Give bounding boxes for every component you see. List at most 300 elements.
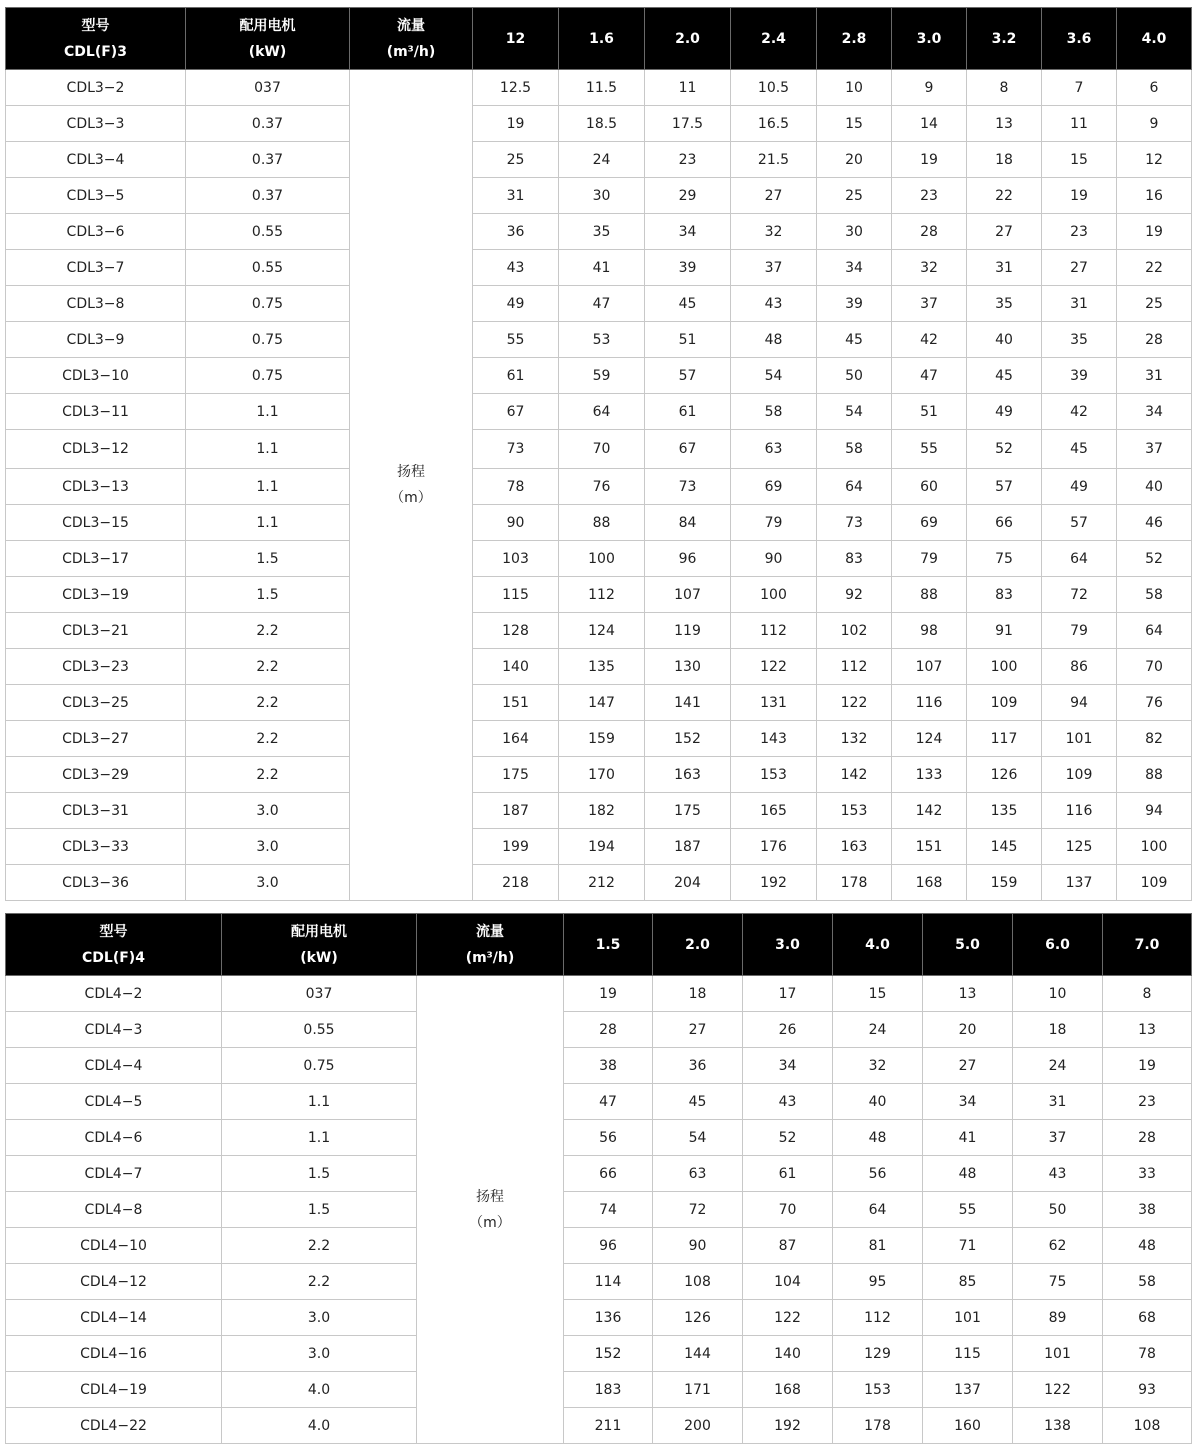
- head-value-cell: 163: [817, 829, 892, 865]
- head-value-cell: 19: [1103, 1048, 1192, 1084]
- flow-value-header: 12: [473, 8, 559, 70]
- head-value-cell: 135: [559, 649, 645, 685]
- model-header: 型号 CDL(F)3: [6, 8, 186, 70]
- head-value-cell: 23: [1103, 1084, 1192, 1120]
- head-value-cell: 61: [473, 358, 559, 394]
- motor-power-cell: 037: [186, 70, 350, 106]
- model-cell: CDL3−4: [6, 142, 186, 178]
- table-row: [6, 721, 1192, 757]
- head-value-cell: 27: [653, 1012, 743, 1048]
- head-value-cell: 10.5: [731, 70, 817, 106]
- head-value-cell: 50: [817, 358, 892, 394]
- table-row: [6, 430, 1192, 469]
- head-value-cell: 135: [967, 793, 1042, 829]
- flow-value-header: 7.0: [1103, 914, 1192, 976]
- table-row: [6, 685, 1192, 721]
- head-value-cell: 24: [559, 142, 645, 178]
- head-value-cell: 38: [1103, 1192, 1192, 1228]
- head-value-cell: 199: [473, 829, 559, 865]
- head-value-cell: 31: [473, 178, 559, 214]
- motor-power-header: 配用电机 (kW): [186, 8, 350, 70]
- motor-power-cell: 3.0: [222, 1336, 417, 1372]
- table-row: [6, 142, 1192, 178]
- head-label-cell: [417, 976, 564, 1444]
- motor-power-cell: 3.0: [186, 793, 350, 829]
- head-value-cell: 125: [1042, 829, 1117, 865]
- head-value-cell: 13: [923, 976, 1013, 1012]
- head-value-cell: 107: [892, 649, 967, 685]
- head-value-cell: 16: [1117, 178, 1192, 214]
- head-value-cell: 10: [817, 70, 892, 106]
- table-row: [6, 1120, 1192, 1156]
- head-value-cell: 8: [967, 70, 1042, 106]
- head-value-cell: 178: [833, 1408, 923, 1444]
- motor-power-cell: 1.1: [186, 505, 350, 541]
- table-row: [6, 322, 1192, 358]
- head-value-cell: 79: [1042, 613, 1117, 649]
- head-value-cell: 101: [1013, 1336, 1103, 1372]
- head-value-cell: 64: [1117, 613, 1192, 649]
- head-value-cell: 49: [473, 286, 559, 322]
- table-row: [6, 1084, 1192, 1120]
- head-value-cell: 11.5: [559, 70, 645, 106]
- head-value-cell: 56: [833, 1156, 923, 1192]
- head-value-cell: 94: [1042, 685, 1117, 721]
- head-value-cell: 204: [645, 865, 731, 901]
- table-row: [6, 214, 1192, 250]
- head-value-cell: 28: [892, 214, 967, 250]
- head-value-cell: 16.5: [731, 106, 817, 142]
- head-value-cell: 137: [1042, 865, 1117, 901]
- head-value-cell: 152: [564, 1336, 653, 1372]
- head-value-cell: 47: [892, 358, 967, 394]
- head-value-cell: 75: [1013, 1264, 1103, 1300]
- head-value-cell: 136: [564, 1300, 653, 1336]
- model-cell: CDL3−12: [6, 430, 186, 469]
- model-cell: CDL4−12: [6, 1264, 222, 1300]
- head-value-cell: 152: [645, 721, 731, 757]
- head-value-cell: 35: [967, 286, 1042, 322]
- head-value-cell: 133: [892, 757, 967, 793]
- table-row: [6, 649, 1192, 685]
- head-value-cell: 37: [1013, 1120, 1103, 1156]
- head-value-cell: 175: [645, 793, 731, 829]
- head-value-cell: 73: [645, 469, 731, 505]
- head-value-cell: 61: [645, 394, 731, 430]
- head-label-line: 扬程: [397, 464, 425, 480]
- head-value-cell: 83: [817, 541, 892, 577]
- head-value-cell: 151: [473, 685, 559, 721]
- head-value-cell: 15: [833, 976, 923, 1012]
- head-value-cell: 54: [817, 394, 892, 430]
- head-value-cell: 54: [731, 358, 817, 394]
- model-cell: CDL3−19: [6, 577, 186, 613]
- head-value-cell: 141: [645, 685, 731, 721]
- model-cell: CDL4−22: [6, 1408, 222, 1444]
- performance-table-cdl3: [5, 7, 1192, 901]
- head-value-cell: 147: [559, 685, 645, 721]
- head-value-cell: 34: [923, 1084, 1013, 1120]
- head-value-cell: 23: [645, 142, 731, 178]
- table-row: [6, 70, 1192, 106]
- head-value-cell: 130: [645, 649, 731, 685]
- model-cell: CDL3−2: [6, 70, 186, 106]
- head-value-cell: 91: [967, 613, 1042, 649]
- head-value-cell: 170: [559, 757, 645, 793]
- flow-value-header: 3.0: [892, 8, 967, 70]
- head-value-cell: 7: [1042, 70, 1117, 106]
- motor-power-cell: 0.75: [186, 358, 350, 394]
- motor-power-cell: 1.1: [186, 394, 350, 430]
- table-header-row: [6, 914, 1192, 976]
- table-row: [6, 1192, 1192, 1228]
- table-row: [6, 793, 1192, 829]
- head-value-cell: 27: [923, 1048, 1013, 1084]
- head-value-cell: 52: [967, 430, 1042, 469]
- head-value-cell: 35: [1042, 322, 1117, 358]
- table-row: [6, 505, 1192, 541]
- head-value-cell: 160: [923, 1408, 1013, 1444]
- head-value-cell: 192: [731, 865, 817, 901]
- flow-header: 流量 (m³/h): [350, 8, 473, 70]
- motor-power-cell: 2.2: [186, 649, 350, 685]
- head-value-cell: 43: [731, 286, 817, 322]
- head-value-cell: 48: [1103, 1228, 1192, 1264]
- head-value-cell: 37: [731, 250, 817, 286]
- head-value-cell: 18: [967, 142, 1042, 178]
- head-value-cell: 164: [473, 721, 559, 757]
- head-label-line: （m）: [469, 1214, 511, 1231]
- head-label-line: （m）: [390, 490, 432, 506]
- table-row: [6, 613, 1192, 649]
- head-value-cell: 101: [1042, 721, 1117, 757]
- head-value-cell: 58: [817, 430, 892, 469]
- head-value-cell: 66: [564, 1156, 653, 1192]
- head-value-cell: 79: [892, 541, 967, 577]
- head-value-cell: 126: [653, 1300, 743, 1336]
- head-value-cell: 78: [1103, 1336, 1192, 1372]
- head-value-cell: 153: [833, 1372, 923, 1408]
- head-value-cell: 20: [817, 142, 892, 178]
- head-value-cell: 115: [473, 577, 559, 613]
- table-row: [6, 865, 1192, 901]
- head-value-cell: 34: [743, 1048, 833, 1084]
- motor-power-cell: 2.2: [222, 1228, 417, 1264]
- head-value-cell: 122: [743, 1300, 833, 1336]
- table-row: [6, 178, 1192, 214]
- head-value-cell: 14: [892, 106, 967, 142]
- head-value-cell: 13: [967, 106, 1042, 142]
- head-value-cell: 36: [653, 1048, 743, 1084]
- head-value-cell: 25: [473, 142, 559, 178]
- head-value-cell: 89: [1013, 1300, 1103, 1336]
- head-value-cell: 144: [653, 1336, 743, 1372]
- head-value-cell: 48: [731, 322, 817, 358]
- head-value-cell: 137: [923, 1372, 1013, 1408]
- head-value-cell: 12: [1117, 142, 1192, 178]
- motor-power-cell: 0.75: [186, 286, 350, 322]
- head-value-cell: 27: [967, 214, 1042, 250]
- head-value-cell: 64: [817, 469, 892, 505]
- model-cell: CDL3−31: [6, 793, 186, 829]
- head-value-cell: 83: [967, 577, 1042, 613]
- head-value-cell: 117: [967, 721, 1042, 757]
- head-value-cell: 45: [1042, 430, 1117, 469]
- motor-power-cell: 0.37: [186, 106, 350, 142]
- head-value-cell: 192: [743, 1408, 833, 1444]
- head-value-cell: 71: [923, 1228, 1013, 1264]
- head-value-cell: 43: [1013, 1156, 1103, 1192]
- model-cell: CDL4−16: [6, 1336, 222, 1372]
- head-value-cell: 9: [1117, 106, 1192, 142]
- table-row: [6, 1012, 1192, 1048]
- head-value-cell: 58: [731, 394, 817, 430]
- head-value-cell: 84: [645, 505, 731, 541]
- head-value-cell: 45: [645, 286, 731, 322]
- head-value-cell: 122: [817, 685, 892, 721]
- table-body: [6, 70, 1192, 901]
- table-row: [6, 1336, 1192, 1372]
- head-value-cell: 26: [743, 1012, 833, 1048]
- table-row: [6, 469, 1192, 505]
- motor-power-cell: 1.5: [222, 1156, 417, 1192]
- head-value-cell: 56: [564, 1120, 653, 1156]
- head-value-cell: 57: [645, 358, 731, 394]
- head-value-cell: 34: [1117, 394, 1192, 430]
- head-value-cell: 10: [1013, 976, 1103, 1012]
- model-cell: CDL3−8: [6, 286, 186, 322]
- motor-power-cell: 0.37: [186, 142, 350, 178]
- head-value-cell: 48: [833, 1120, 923, 1156]
- head-value-cell: 69: [892, 505, 967, 541]
- head-value-cell: 39: [817, 286, 892, 322]
- head-value-cell: 45: [817, 322, 892, 358]
- head-value-cell: 126: [967, 757, 1042, 793]
- motor-power-cell: 3.0: [186, 865, 350, 901]
- head-value-cell: 90: [731, 541, 817, 577]
- head-value-cell: 21.5: [731, 142, 817, 178]
- model-cell: CDL4−2: [6, 976, 222, 1012]
- head-value-cell: 159: [559, 721, 645, 757]
- model-cell: CDL3−3: [6, 106, 186, 142]
- table-row: [6, 757, 1192, 793]
- head-value-cell: 49: [1042, 469, 1117, 505]
- model-cell: CDL3−11: [6, 394, 186, 430]
- head-value-cell: 39: [1042, 358, 1117, 394]
- head-value-cell: 90: [473, 505, 559, 541]
- head-value-cell: 68: [1103, 1300, 1192, 1336]
- head-value-cell: 108: [1103, 1408, 1192, 1444]
- head-value-cell: 176: [731, 829, 817, 865]
- head-value-cell: 153: [731, 757, 817, 793]
- table-row: [6, 1408, 1192, 1444]
- head-value-cell: 61: [743, 1156, 833, 1192]
- head-value-cell: 96: [564, 1228, 653, 1264]
- model-cell: CDL3−33: [6, 829, 186, 865]
- head-value-cell: 19: [892, 142, 967, 178]
- head-value-cell: 96: [645, 541, 731, 577]
- model-cell: CDL3−17: [6, 541, 186, 577]
- table-row: [6, 358, 1192, 394]
- head-value-cell: 64: [833, 1192, 923, 1228]
- head-value-cell: 57: [1042, 505, 1117, 541]
- flow-value-header: 2.4: [731, 8, 817, 70]
- head-value-cell: 81: [833, 1228, 923, 1264]
- table-row: [6, 1300, 1192, 1336]
- motor-power-cell: 2.2: [186, 757, 350, 793]
- flow-value-header: 3.6: [1042, 8, 1117, 70]
- head-value-cell: 11: [645, 70, 731, 106]
- head-value-cell: 67: [645, 430, 731, 469]
- motor-power-cell: 0.55: [186, 250, 350, 286]
- model-cell: CDL4−5: [6, 1084, 222, 1120]
- flow-value-header: 2.0: [653, 914, 743, 976]
- head-value-cell: 107: [645, 577, 731, 613]
- head-value-cell: 100: [1117, 829, 1192, 865]
- head-value-cell: 29: [645, 178, 731, 214]
- head-value-cell: 13: [1103, 1012, 1192, 1048]
- head-value-cell: 33: [1103, 1156, 1192, 1192]
- motor-power-cell: 1.1: [186, 430, 350, 469]
- head-value-cell: 104: [743, 1264, 833, 1300]
- head-value-cell: 73: [473, 430, 559, 469]
- head-value-cell: 40: [833, 1084, 923, 1120]
- head-value-cell: 163: [645, 757, 731, 793]
- head-value-cell: 95: [833, 1264, 923, 1300]
- motor-power-cell: 0.55: [186, 214, 350, 250]
- motor-power-cell: 0.37: [186, 178, 350, 214]
- head-value-cell: 27: [1042, 250, 1117, 286]
- head-value-cell: 58: [1103, 1264, 1192, 1300]
- head-value-cell: 32: [892, 250, 967, 286]
- head-value-cell: 94: [1117, 793, 1192, 829]
- model-cell: CDL3−21: [6, 613, 186, 649]
- model-cell: CDL3−6: [6, 214, 186, 250]
- flow-value-header: 3.2: [967, 8, 1042, 70]
- head-value-cell: 67: [473, 394, 559, 430]
- head-value-cell: 79: [731, 505, 817, 541]
- head-value-cell: 102: [817, 613, 892, 649]
- head-value-cell: 109: [1042, 757, 1117, 793]
- head-value-cell: 55: [473, 322, 559, 358]
- motor-power-cell: 1.5: [222, 1192, 417, 1228]
- head-value-cell: 87: [743, 1228, 833, 1264]
- head-value-cell: 116: [1042, 793, 1117, 829]
- head-value-cell: 69: [731, 469, 817, 505]
- head-value-cell: 103: [473, 541, 559, 577]
- head-value-cell: 22: [1117, 250, 1192, 286]
- model-cell: CDL3−25: [6, 685, 186, 721]
- model-cell: CDL3−15: [6, 505, 186, 541]
- head-value-cell: 18: [653, 976, 743, 1012]
- head-value-cell: 60: [892, 469, 967, 505]
- head-label-line: 扬程: [476, 1188, 504, 1205]
- head-value-cell: 93: [1103, 1372, 1192, 1408]
- head-value-cell: 159: [967, 865, 1042, 901]
- head-value-cell: 18: [1013, 1012, 1103, 1048]
- head-value-cell: 59: [559, 358, 645, 394]
- head-value-cell: 18.5: [559, 106, 645, 142]
- motor-power-cell: 4.0: [222, 1408, 417, 1444]
- model-header: 型号 CDL(F)4: [6, 914, 222, 976]
- head-value-cell: 53: [559, 322, 645, 358]
- head-value-cell: 24: [1013, 1048, 1103, 1084]
- head-value-cell: 122: [731, 649, 817, 685]
- head-value-cell: 48: [923, 1156, 1013, 1192]
- head-value-cell: 31: [1117, 358, 1192, 394]
- flow-value-header: 1.6: [559, 8, 645, 70]
- head-value-cell: 70: [559, 430, 645, 469]
- motor-power-cell: 2.2: [186, 685, 350, 721]
- head-value-cell: 31: [1042, 286, 1117, 322]
- model-cell: CDL4−14: [6, 1300, 222, 1336]
- model-cell: CDL3−10: [6, 358, 186, 394]
- head-value-cell: 182: [559, 793, 645, 829]
- performance-table-cdl4: [5, 913, 1192, 1444]
- model-cell: CDL4−19: [6, 1372, 222, 1408]
- model-cell: CDL3−7: [6, 250, 186, 286]
- model-cell: CDL4−7: [6, 1156, 222, 1192]
- head-value-cell: 43: [743, 1084, 833, 1120]
- model-cell: CDL4−10: [6, 1228, 222, 1264]
- head-value-cell: 76: [1117, 685, 1192, 721]
- head-value-cell: 151: [892, 829, 967, 865]
- head-value-cell: 37: [892, 286, 967, 322]
- head-value-cell: 142: [892, 793, 967, 829]
- head-value-cell: 73: [817, 505, 892, 541]
- head-value-cell: 40: [967, 322, 1042, 358]
- head-value-cell: 88: [1117, 757, 1192, 793]
- flow-value-header: 3.0: [743, 914, 833, 976]
- head-value-cell: 35: [559, 214, 645, 250]
- head-value-cell: 100: [967, 649, 1042, 685]
- head-value-cell: 19: [1117, 214, 1192, 250]
- head-value-cell: 50: [1013, 1192, 1103, 1228]
- head-value-cell: 23: [1042, 214, 1117, 250]
- motor-power-cell: 3.0: [186, 829, 350, 865]
- head-value-cell: 66: [967, 505, 1042, 541]
- head-value-cell: 211: [564, 1408, 653, 1444]
- head-value-cell: 70: [1117, 649, 1192, 685]
- head-value-cell: 41: [923, 1120, 1013, 1156]
- head-value-cell: 15: [1042, 142, 1117, 178]
- head-value-cell: 23: [892, 178, 967, 214]
- motor-power-cell: 4.0: [222, 1372, 417, 1408]
- head-value-cell: 119: [645, 613, 731, 649]
- head-value-cell: 46: [1117, 505, 1192, 541]
- head-value-cell: 38: [564, 1048, 653, 1084]
- model-cell: CDL4−6: [6, 1120, 222, 1156]
- head-label-cell: [350, 70, 473, 901]
- motor-power-header: 配用电机 (kW): [222, 914, 417, 976]
- model-cell: CDL4−4: [6, 1048, 222, 1084]
- head-value-cell: 109: [967, 685, 1042, 721]
- head-value-cell: 140: [743, 1336, 833, 1372]
- table-row: [6, 1264, 1192, 1300]
- flow-value-header: 1.5: [564, 914, 653, 976]
- head-value-cell: 218: [473, 865, 559, 901]
- head-value-cell: 112: [731, 613, 817, 649]
- head-value-cell: 142: [817, 757, 892, 793]
- table-row: [6, 286, 1192, 322]
- model-cell: CDL3−29: [6, 757, 186, 793]
- model-cell: CDL3−36: [6, 865, 186, 901]
- head-value-cell: 76: [559, 469, 645, 505]
- head-value-cell: 28: [1117, 322, 1192, 358]
- head-value-cell: 32: [833, 1048, 923, 1084]
- head-value-cell: 34: [817, 250, 892, 286]
- head-value-cell: 132: [817, 721, 892, 757]
